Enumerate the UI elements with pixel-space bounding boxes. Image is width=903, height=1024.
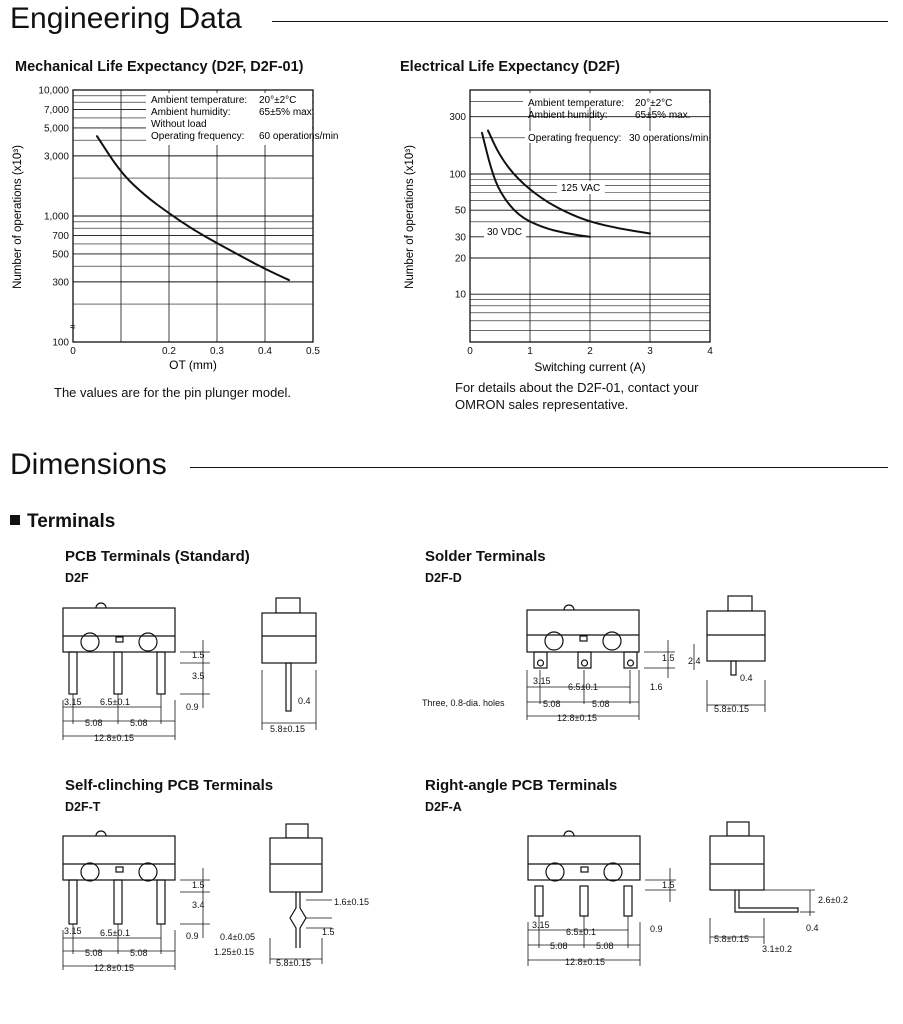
- mech-cond-0: Ambient temperature:: [151, 95, 248, 106]
- elec-cond-0: Ambient temperature:: [528, 98, 625, 109]
- pcb-dim-7: 12.8±0.15: [94, 733, 134, 743]
- solder-dim-9: 0.4: [740, 673, 753, 683]
- mech-xtick-label: 0.3: [210, 346, 224, 357]
- square-bullet-icon: [10, 515, 20, 525]
- elec-xtick-label: 2: [587, 346, 593, 357]
- solder-dim-8: 12.8±0.15: [557, 713, 597, 723]
- clinch-dim-1: 3.4: [192, 900, 205, 910]
- right-dim-5: 5.08: [596, 941, 614, 951]
- right-angle-terminals-drawing: [400, 818, 890, 978]
- mech-xlabel: OT (mm): [169, 358, 217, 372]
- mech-life-chart: [0, 80, 440, 380]
- pcb-dim-3: 6.5±0.1: [100, 697, 130, 707]
- right-dim-4: 5.08: [550, 941, 568, 951]
- elec-ytick-label: 50: [454, 205, 466, 217]
- clinch-terminals-drawing: [0, 818, 400, 978]
- mech-xtick-label: 0: [70, 346, 76, 357]
- solder-front-view: [527, 605, 639, 668]
- elec-ytick-label: 10: [454, 289, 466, 301]
- right-dim-0: 1.5: [662, 880, 675, 890]
- right-title: Right-angle PCB Terminals: [425, 777, 618, 794]
- clinch-dim-9: 0.4±0.05: [220, 932, 255, 942]
- clinch-dim-10: 1.5: [322, 927, 335, 937]
- mech-cond-3: Operating frequency:: [151, 131, 245, 142]
- terminals-label: Terminals: [27, 511, 116, 532]
- elec-xlabel: Switching current (A): [534, 360, 646, 374]
- engineering-data-title: Engineering Data: [10, 2, 242, 35]
- solder-model: D2F-D: [425, 571, 462, 585]
- elec-note-line-2: OMRON sales representative.: [455, 397, 629, 412]
- pcb-dim-6: 5.08: [130, 718, 148, 728]
- elec-series-label-30vdc: 30 VDC: [487, 227, 523, 238]
- mech-chart-title: Mechanical Life Expectancy (D2F, D2F-01): [15, 59, 304, 75]
- solder-dim-2: 3.15: [533, 676, 551, 686]
- mech-ytick-label: 3,000: [43, 151, 69, 163]
- elec-note-line-1: For details about the D2F-01, contact your: [455, 380, 699, 395]
- pcb-dim-2: 3.15: [64, 697, 82, 707]
- clinch-dim-7: 12.8±0.15: [94, 963, 134, 973]
- mech-cond-2: Without load: [151, 119, 207, 130]
- mech-ytick-label: 7,000: [43, 105, 69, 117]
- elec-life-chart: [395, 80, 735, 380]
- clinch-dim-4: 0.9: [186, 931, 199, 941]
- elec-cond-val-1: 65±5% max.: [635, 110, 691, 121]
- mech-ytick-label: 10,000: [38, 85, 69, 97]
- solder-dim-4: 1.6: [650, 682, 663, 692]
- clinch-model: D2F-T: [65, 800, 101, 814]
- dimensions-title: Dimensions: [10, 448, 167, 481]
- mech-cond-1: Ambient humidity:: [151, 107, 231, 118]
- mech-note: The values are for the pin plunger model.: [54, 385, 292, 400]
- right-model: D2F-A: [425, 800, 462, 814]
- elec-cond-val-2: 30 operations/min: [629, 133, 709, 144]
- solder-side-view: [707, 596, 765, 675]
- right-dim-9: 5.8±0.15: [714, 934, 749, 944]
- solder-dim-1: 2.4: [688, 656, 701, 666]
- terminals-heading: [10, 511, 115, 533]
- elec-ytick-label: 300: [449, 112, 466, 124]
- pcb-dim-8: 0.4: [298, 696, 311, 706]
- elec-ytick-label: 100: [449, 169, 466, 181]
- elec-cond-2: Operating frequency:: [528, 133, 622, 144]
- right-dim-6: 12.8±0.15: [565, 957, 605, 967]
- mech-ytick-label: 100: [52, 337, 69, 349]
- clinch-front-view: [63, 831, 175, 924]
- mech-series-line-0: [97, 136, 289, 280]
- clinch-dim-2: 3.15: [64, 926, 82, 936]
- mech-axis-break-icon: ≈: [70, 322, 76, 333]
- clinch-title: Self-clinching PCB Terminals: [65, 777, 274, 794]
- mech-cond-val-1: 65±5% max.: [259, 107, 315, 118]
- right-dim-3: 0.9: [650, 924, 663, 934]
- mech-ylabel: Number of operations (x10³): [12, 145, 24, 289]
- elec-xtick-label: 0: [467, 346, 473, 357]
- mech-ytick-label: 1,000: [43, 211, 69, 223]
- mech-xtick-label: 0.2: [162, 346, 176, 357]
- clinch-dim-12: 5.8±0.15: [276, 958, 311, 968]
- elec-xtick-label: 1: [527, 346, 533, 357]
- mech-ytick-label: 500: [52, 249, 69, 261]
- elec-cond-val-0: 20°±2°C: [635, 98, 673, 109]
- pcb-dim-9: 5.8±0.15: [270, 724, 305, 734]
- elec-series-label-125vac: 125 VAC: [561, 183, 601, 194]
- solder-dim-0: 1.5: [662, 653, 675, 663]
- elec-ytick-label: 30: [454, 232, 466, 244]
- mech-cond-val-3: 60 operations/min: [259, 131, 339, 142]
- dimensions-title-rule: [190, 467, 888, 468]
- right-front-view: [528, 831, 640, 916]
- right-dim-8: 0.4: [806, 923, 819, 933]
- elec-xtick-label: 4: [707, 346, 713, 357]
- pcb-model: D2F: [65, 571, 89, 585]
- right-dim-7: 2.6±0.2: [818, 895, 848, 905]
- clinch-dim-0: 1.5: [192, 880, 205, 890]
- right-dim-10: 3.1±0.2: [762, 944, 792, 954]
- clinch-dim-6: 5.08: [130, 948, 148, 958]
- elec-ylabel: Number of operations (x10³): [404, 145, 416, 289]
- clinch-dim-11: 1.25±0.15: [214, 947, 254, 957]
- mech-ytick-label: 300: [52, 277, 69, 289]
- clinch-dim-8: 1.6±0.15: [334, 897, 369, 907]
- elec-chart-title: Electrical Life Expectancy (D2F): [400, 59, 620, 75]
- right-dim-2: 6.5±0.1: [566, 927, 596, 937]
- elec-cond-1: Ambient humidity:: [528, 110, 608, 121]
- pcb-dim-1: 3.5: [192, 671, 205, 681]
- pcb-front-view: [63, 603, 175, 694]
- solder-dim-7: 5.08: [592, 699, 610, 709]
- mech-xtick-label: 0.4: [258, 346, 272, 357]
- pcb-dim-4: 0.9: [186, 702, 199, 712]
- engineering-title-rule: [272, 21, 888, 22]
- clinch-dim-3: 6.5±0.1: [100, 928, 130, 938]
- clinch-dim-5: 5.08: [85, 948, 103, 958]
- mech-ytick-label: 700: [52, 231, 69, 243]
- pcb-terminals-drawing: [0, 590, 400, 750]
- elec-ytick-label: 20: [454, 253, 466, 265]
- elec-xtick-label: 3: [647, 346, 653, 357]
- mech-xtick-label: 0.5: [306, 346, 320, 357]
- pcb-dim-0: 1.5: [192, 650, 205, 660]
- right-side-view: [710, 822, 798, 912]
- mech-cond-val-0: 20°±2°C: [259, 95, 297, 106]
- pcb-title: PCB Terminals (Standard): [65, 548, 250, 565]
- solder-dim-6: 5.08: [543, 699, 561, 709]
- pcb-dim-5: 5.08: [85, 718, 103, 728]
- solder-dim-10: 5.8±0.15: [714, 704, 749, 714]
- solder-dim-3: 6.5±0.1: [568, 682, 598, 692]
- mech-ytick-label: 5,000: [43, 123, 69, 135]
- solder-terminals-drawing: [400, 590, 890, 735]
- right-dim-1: 3.15: [532, 920, 550, 930]
- solder-title: Solder Terminals: [425, 548, 546, 565]
- clinch-side-view: [270, 824, 322, 948]
- pcb-side-view: [262, 598, 316, 711]
- solder-dim-5: Three, 0.8-dia. holes: [422, 698, 505, 708]
